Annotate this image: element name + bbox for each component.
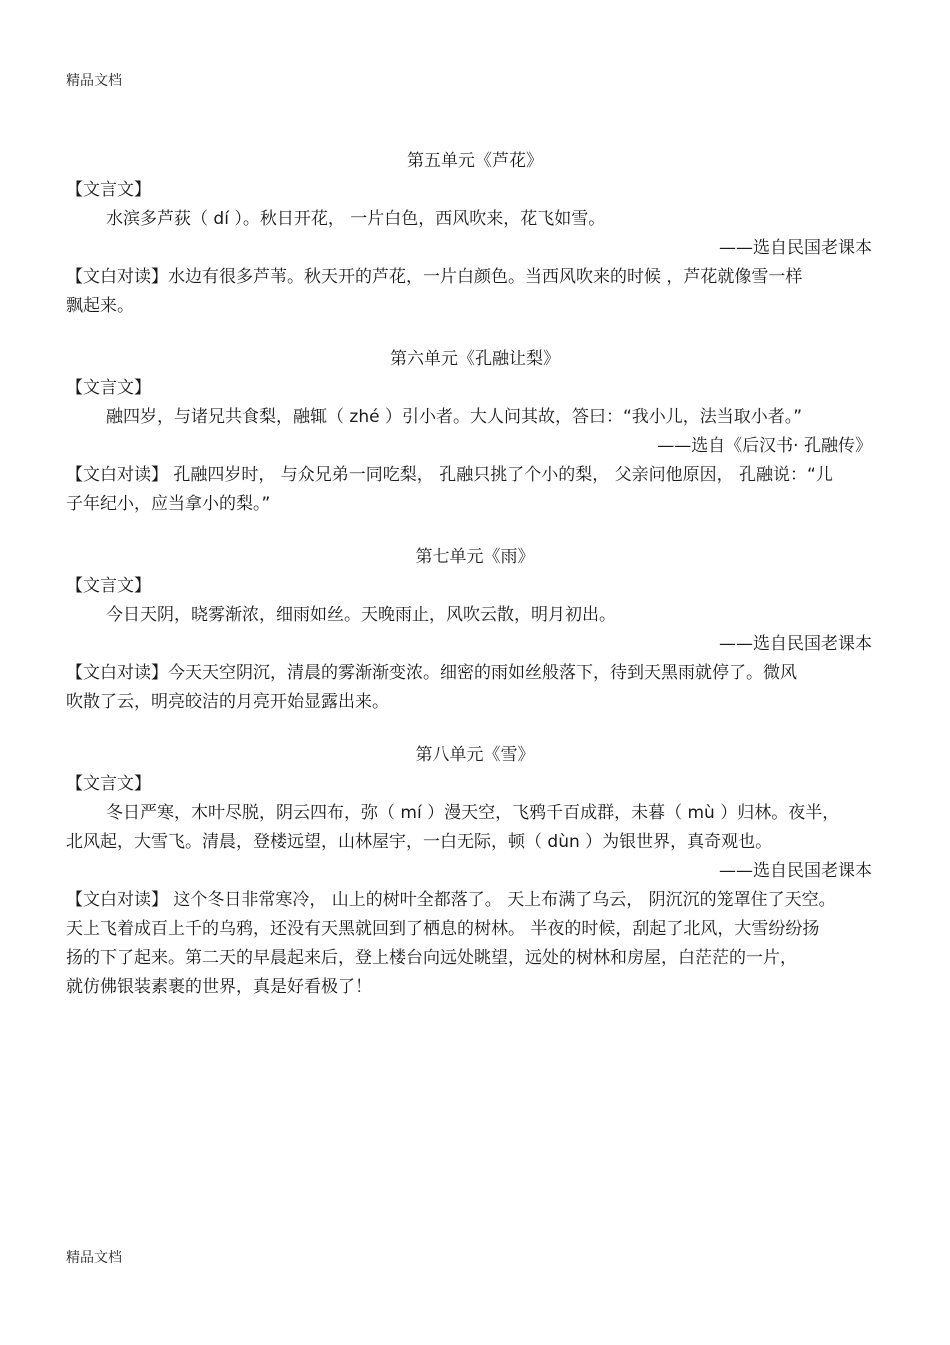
unit-title: 第七单元《雨》 [415,547,535,567]
classical-text: 今日天阴，晓雾渐浓，细雨如丝。天晚雨止，风吹云散，明月初出。 [106,605,616,625]
translation-text: 【文白对读】 这个冬日非常寒冷， 山上的树叶全都落了。 天上布满了乌云， 阴沉沉的笼罩住了天空。 [66,890,836,910]
unit-title: 第五单元《芦花》 [407,151,543,171]
classical-label: 【文言文】 [66,774,151,794]
translation-text: 吹散了云，明亮皎洁的月亮开始显露出来。 [66,692,389,712]
translation-text: 就仿佛银装素裹的世界，真是好看极了！ [66,977,372,997]
classical-label: 【文言文】 [66,576,151,596]
source-citation: ——选自民国老课本 [719,238,872,258]
classical-label: 【文言文】 [66,378,151,398]
source-citation: ——选自《后汉书· 孔融传》 [657,436,872,456]
unit-title: 第八单元《雪》 [415,745,535,765]
translation-text: 【文白对读】今天天空阴沉，清晨的雾渐渐变浓。细密的雨如丝般落下，待到天黑雨就停了。微风 [66,663,797,683]
translation-text: 【文白对读】 孔融四岁时， 与众兄弟一同吃梨， 孔融只挑了个小的梨， 父亲问他原因， 孔融说：“儿 [66,465,833,485]
translation-text: 子年纪小，应当拿小的梨。” [66,494,271,514]
translation-text: 天上飞着成百上千的乌鸦，还没有天黑就回到了栖息的树林。 半夜的时候，刮起了北风，大雪纷纷扬 [66,919,820,939]
classical-text: 水滨多芦荻（ dí ）。秋日开花， 一片白色，西风吹来，花飞如雪。 [106,209,606,229]
classical-text: 冬日严寒，木叶尽脱，阴云四布，弥（ mí ）漫天空，飞鸦千百成群，未暮（ mù ）归林。夜半， [106,803,840,823]
source-citation: ——选自民国老课本 [719,861,872,881]
translation-text: 飘起来。 [66,296,134,316]
source-citation: ——选自民国老课本 [719,634,872,654]
classical-label: 【文言文】 [66,180,151,200]
page-footer: 精品文档 [66,1250,122,1266]
page-header: 精品文档 [66,73,122,89]
classical-text: 融四岁，与诸兄共食梨，融辄（ zhé ）引小者。大人问其故，答曰：“我小儿，法当取小者。” [106,407,803,427]
classical-text: 北风起，大雪飞。清晨，登楼远望，山林屋宇，一白无际，顿（ dùn ）为银世界，真奇观也。 [66,832,773,852]
translation-text: 【文白对读】水边有很多芦苇。秋天开的芦花，一片白颜色。当西风吹来的时候 ，芦花就像雪一样 [66,267,803,287]
translation-text: 扬的下了起来。第二天的早晨起来后，登上楼台向远处眺望，远处的树林和房屋，白茫茫的一片， [66,948,797,968]
unit-title: 第六单元《孔融让梨》 [390,349,560,369]
